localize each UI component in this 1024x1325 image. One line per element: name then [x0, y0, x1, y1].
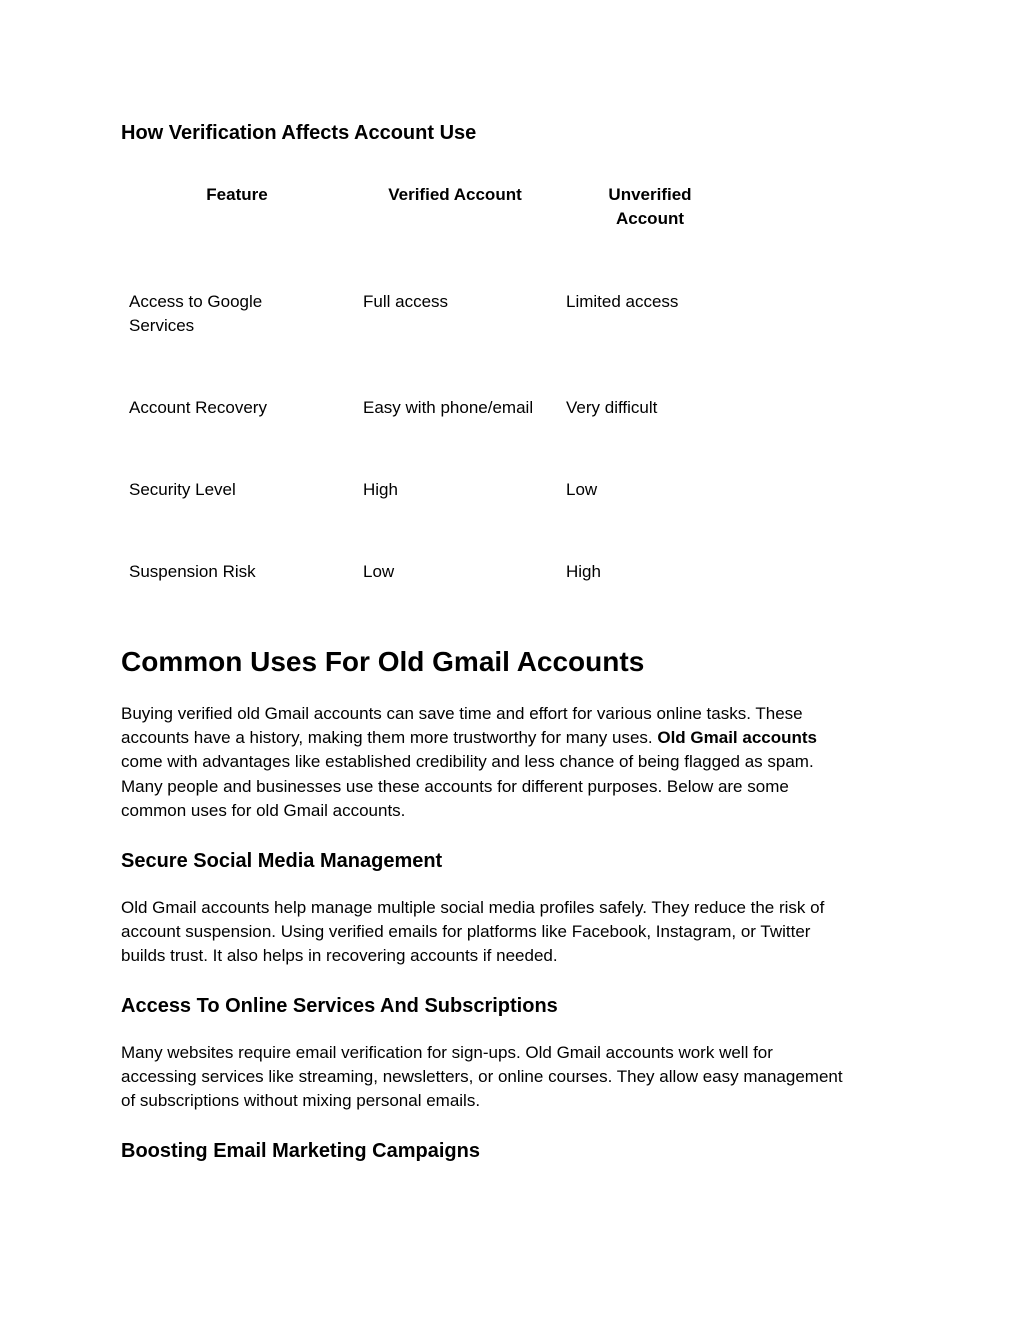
paragraph-line: Many people and businesses use these accounts for different purposes. Below are some — [121, 776, 789, 796]
table-cell-verified: Full access — [363, 292, 449, 311]
paragraph-line: builds trust. It also helps in recovering accounts if needed. — [121, 946, 558, 966]
paragraph-line: Buying verified old Gmail accounts can save time and effort for various online tasks. These — [121, 704, 803, 723]
paragraph-line: accessing services like streaming, newsletters, or online courses. They allow easy management — [121, 1067, 843, 1087]
table-cell-unverified: Very difficult — [566, 398, 658, 417]
paragraph-line: of subscriptions without mixing personal emails. — [121, 1091, 481, 1111]
subsection-heading-email-marketing: Boosting Email Marketing Campaigns — [121, 1140, 480, 1162]
intro-paragraph — [121, 702, 921, 823]
subsection-heading-social-media: Secure Social Media Management — [121, 850, 443, 872]
table-cell-verified: Easy with phone/email — [363, 398, 534, 417]
bold-keyword: Old Gmail accounts — [657, 728, 818, 748]
table-cell-feature-line2: Services — [129, 316, 195, 335]
paragraph-line: common uses for old Gmail accounts. — [121, 800, 406, 820]
table-header-unverified-line2: Account — [616, 209, 684, 228]
table-cell-unverified: Limited access — [566, 292, 679, 311]
table-cell-feature: Account Recovery — [129, 398, 267, 417]
table-cell-verified: Low — [363, 562, 395, 581]
table-header-feature: Feature — [206, 185, 268, 204]
table-cell-feature: Suspension Risk — [129, 562, 256, 581]
paragraph-line: Old Gmail accounts help manage multiple social media profiles safely. They reduce the risk of — [121, 898, 825, 917]
table-header-unverified — [580, 183, 720, 231]
table-cell-verified: High — [363, 480, 398, 499]
table-cell-unverified: Low — [566, 480, 598, 499]
section-heading-verification: How Verification Affects Account Use — [121, 122, 477, 144]
table-cell-feature-line1: Access to Google — [129, 292, 263, 311]
paragraph-text: accounts have a history, making them more trustworthy for many uses. — [121, 728, 658, 748]
table-header-unverified-line1: Unverified — [608, 185, 692, 204]
paragraph-line: come with advantages like established credibility and less chance of being flagged as spam. — [121, 752, 814, 772]
social-media-paragraph — [121, 896, 921, 969]
section-heading-common-uses: Common Uses For Old Gmail Accounts — [121, 646, 645, 677]
paragraph-line: account suspension. Using verified emails for platforms like Facebook, Instagram, or Twitter — [121, 922, 811, 942]
paragraph-line: Many websites require email verification for sign-ups. Old Gmail accounts work well for — [121, 1043, 773, 1062]
table-cell-unverified: High — [566, 562, 601, 581]
online-services-paragraph — [121, 1041, 941, 1114]
table-header-verified: Verified Account — [388, 185, 522, 204]
paragraph-line — [121, 726, 921, 750]
subsection-heading-online-services: Access To Online Services And Subscriptions — [121, 995, 558, 1017]
table-cell-feature — [129, 290, 262, 338]
table-cell-feature: Security Level — [129, 480, 236, 499]
